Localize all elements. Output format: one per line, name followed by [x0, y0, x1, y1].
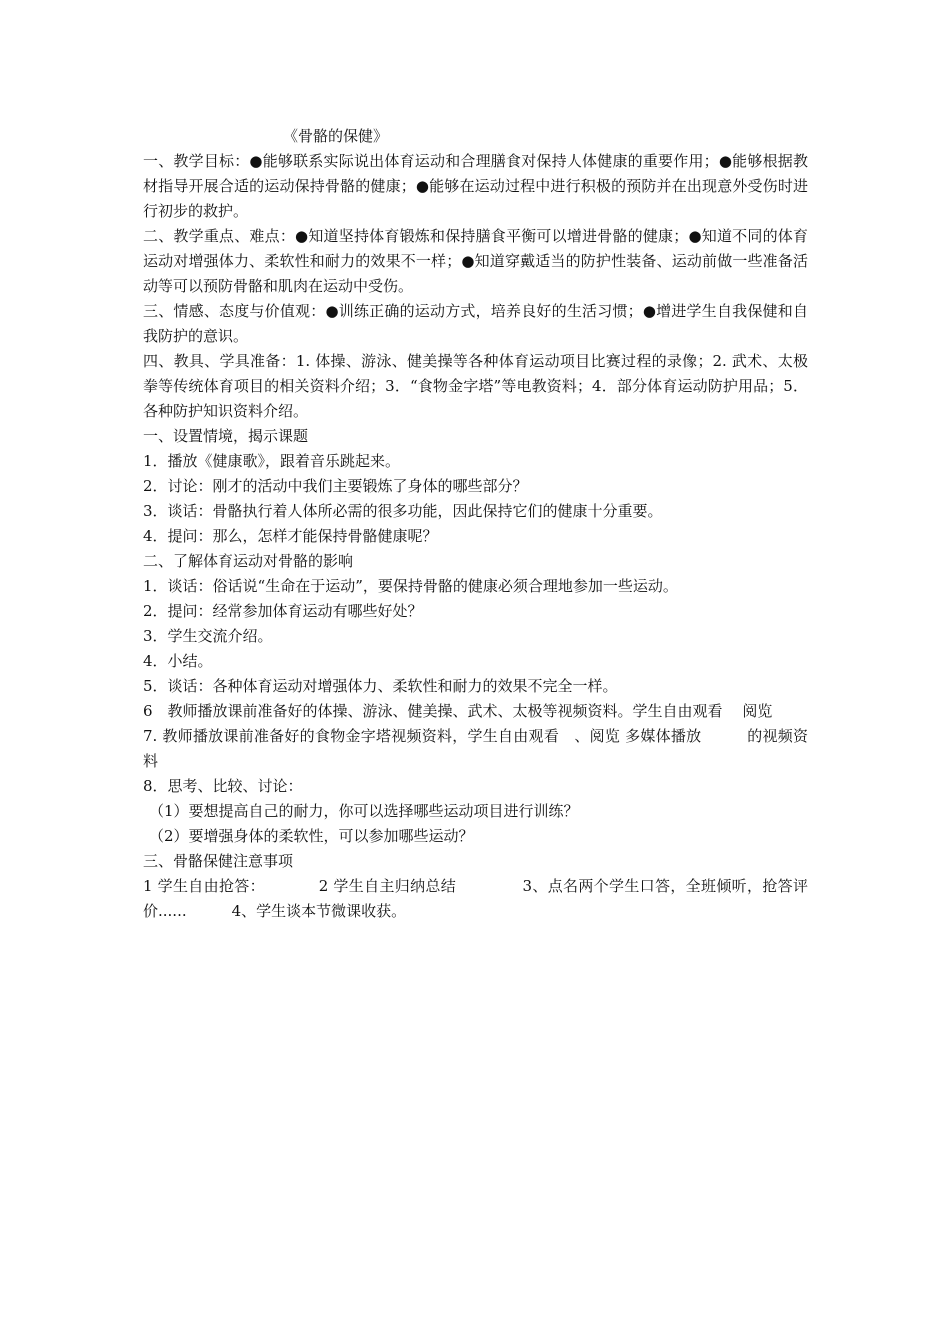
list-item: 5．谈话：各种体育运动对增强体力、柔软性和耐力的效果不完全一样。 — [143, 677, 618, 695]
section-heading-3: 三、骨骼保健注意事项 — [143, 852, 294, 870]
document-page — [143, 124, 808, 924]
teaching-objectives: 一、教学目标：●能够联系实际说出体育运动和合理膳食对保持人体健康的重要作用；●能够根据教材指导开展合适的运动保持骨骼的健康；●能够在运动过程中进行积极的预防并在出现意外受伤时进行初步的救护。 — [143, 152, 808, 220]
list-item: 2．提问：经常参加体育运动有哪些好处？ — [143, 602, 423, 620]
list-item: 2．讨论：刚才的活动中我们主要锻炼了身体的哪些部分？ — [143, 477, 528, 495]
list-item: 4．小结。 — [143, 652, 213, 670]
section-heading-2: 二、了解体育运动对骨骼的影响 — [143, 552, 354, 570]
list-item: 1．播放《健康歌》，跟着音乐跳起来。 — [143, 452, 401, 470]
list-item: 3．谈话：骨骼执行着人体所必需的很多功能，因此保持它们的健康十分重要。 — [143, 502, 663, 520]
emotion-attitude-values: 三、情感、态度与价值观：●训练正确的运动方式，培养良好的生活习惯；●增进学生自我保健和自我防护的意识。 — [143, 302, 808, 345]
list-item: 1．谈话：俗话说“生命在于运动”，要保持骨骼的健康必须合理地参加一些运动。 — [143, 577, 678, 595]
list-item: 1 学生自由抢答： 2 学生自主归纳总结 3、点名两个学生口答，全班倾听，抢答评价...... 4、学生谈本节微课收获。 — [143, 877, 808, 920]
list-item: 3．学生交流介绍。 — [143, 627, 273, 645]
teaching-aids: 四、教具、学具准备：1. 体操、游泳、健美操等各种体育运动项目比赛过程的录像；2. 武术、太极拳等传统体育项目的相关资料介绍；3．“食物金字塔”等电教资料；4．部分体育运动防护用品；5．各种防护知识资料介绍。 — [143, 352, 808, 420]
list-item: 4．提问：那么，怎样才能保持骨骼健康呢？ — [143, 527, 438, 545]
sub-question: （1）要想提高自己的耐力，你可以选择哪些运动项目进行训练？ — [149, 802, 579, 820]
list-item: 8．思考、比较、讨论： — [143, 777, 303, 795]
list-item: 6 教师播放课前准备好的体操、游泳、健美操、武术、太极等视频资料。学生自由观看 阅览 — [143, 702, 773, 720]
document-title: 《骨骼的保健》 — [283, 127, 389, 145]
list-item: 7. 教师播放课前准备好的食物金字塔视频资料，学生自由观看 、阅览 多媒体播放 的视频资料 — [143, 727, 808, 770]
section-heading-1: 一、设置情境，揭示课题 — [143, 427, 309, 445]
key-difficult-points: 二、教学重点、难点：●知道坚持体育锻炼和保持膳食平衡可以增进骨骼的健康；●知道不同的体育运动对增强体力、柔软性和耐力的效果不一样；●知道穿戴适当的防护性装备、运动前做一些准备活动等可以预防骨骼和肌肉在运动中受伤。 — [143, 227, 808, 295]
sub-question: （2）要增强身体的柔软性，可以参加哪些运动？ — [149, 827, 474, 845]
